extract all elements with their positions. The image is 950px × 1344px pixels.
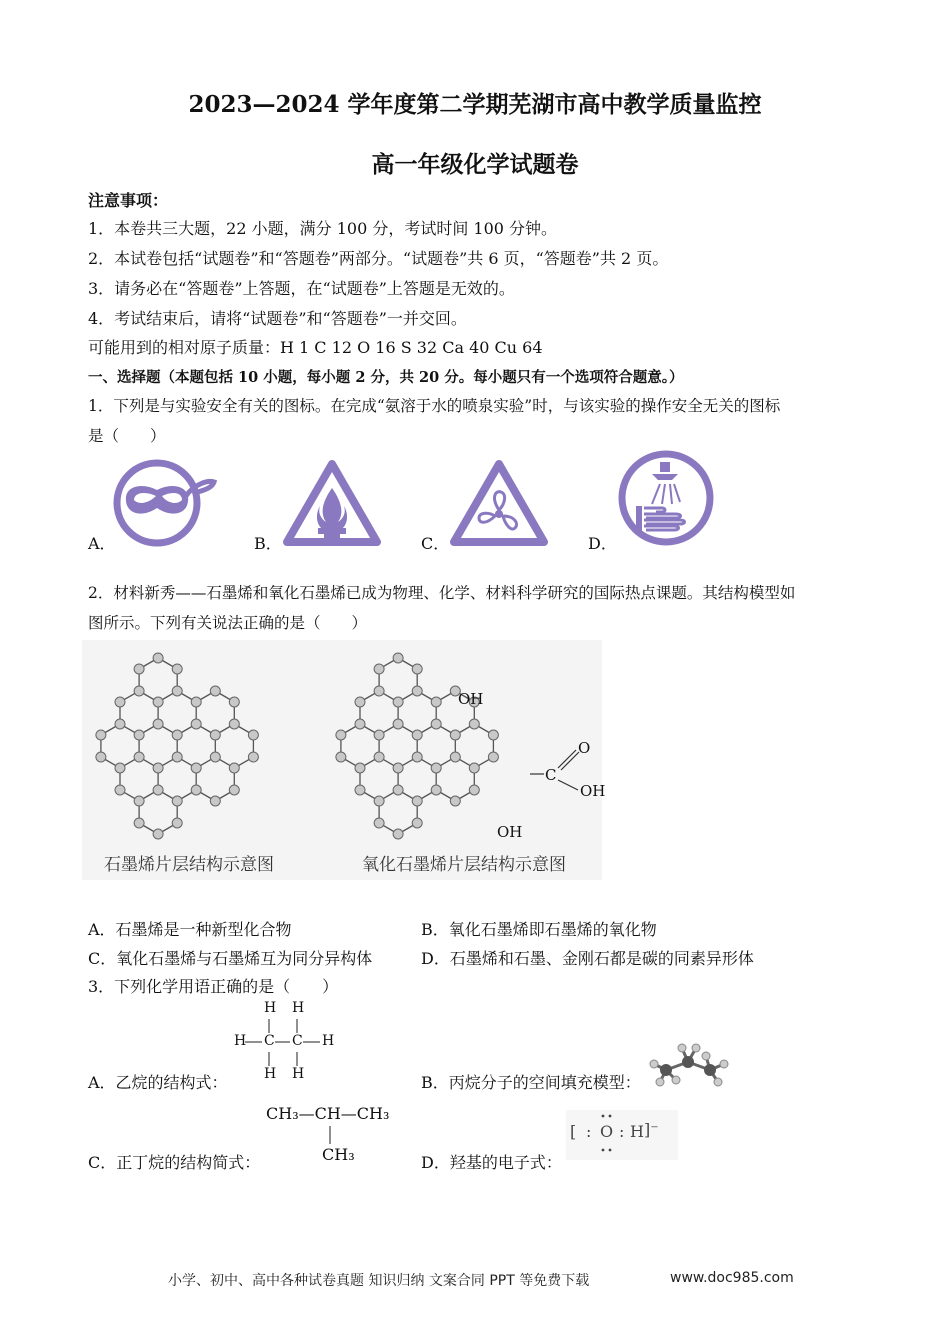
carbonyl-o: O xyxy=(578,739,591,757)
q3-option-a: A．乙烷的结构式： xyxy=(88,1073,228,1092)
atom-o: O xyxy=(600,1122,614,1141)
carbon-atom xyxy=(191,697,201,707)
atom-c: C xyxy=(292,1033,303,1049)
oh-group-right: OH xyxy=(580,782,606,800)
q2-option-d: D．石墨烯和石墨、金刚石都是碳的同素异形体 xyxy=(421,949,754,968)
carbon-atom xyxy=(450,796,460,806)
carbon-atom xyxy=(229,697,239,707)
carbon-atom xyxy=(431,763,441,773)
carbon-atom xyxy=(153,785,163,795)
carboxyl-c: C xyxy=(545,766,557,784)
electron-pair: : xyxy=(586,1122,592,1141)
carbon-atom xyxy=(393,785,403,795)
carbon-atom xyxy=(450,752,460,762)
q3-option-c: C．正丁烷的结构简式： xyxy=(88,1153,261,1172)
carbon-atom xyxy=(412,686,422,696)
carbon-atom xyxy=(229,785,239,795)
fan-warning-icon xyxy=(449,458,549,548)
carbon-atom xyxy=(469,763,479,773)
carbon-atom xyxy=(374,752,384,762)
carbon-atom xyxy=(172,686,182,696)
carbon-atom xyxy=(393,763,403,773)
carbon-atom xyxy=(134,730,144,740)
caption-graphene-oxide: 氧化石墨烯片层结构示意图 xyxy=(362,855,566,875)
atom-c: C xyxy=(264,1033,275,1049)
question-2-stem: 2．材料新秀——石墨烯和氧化石墨烯已成为物理、化学、材料科学研究的国际热点课题。其结构模型如 xyxy=(88,584,796,602)
carbon-atom xyxy=(115,763,125,773)
butane-formula-bottom: CH₃ xyxy=(322,1145,355,1164)
atom-h: H xyxy=(234,1033,247,1049)
option-c-label: C． xyxy=(421,534,450,553)
carbon-atom xyxy=(134,686,144,696)
carbon-atom xyxy=(210,730,220,740)
carbon-atom xyxy=(374,686,384,696)
atom-h: H xyxy=(292,1066,305,1082)
exam-title: 2023—2024 学年度第二学期芜湖市高中教学质量监控 xyxy=(188,91,762,118)
carbon-atom xyxy=(172,664,182,674)
q3-option-d: D．羟基的电子式： xyxy=(421,1153,562,1172)
graphene-lattice xyxy=(82,640,312,850)
carbon-atom xyxy=(172,752,182,762)
q3-option-b: B．丙烷分子的空间填充模型： xyxy=(421,1073,641,1092)
note-item: 1．本卷共三大题，22 小题，满分 100 分，考试时间 100 分钟。 xyxy=(88,219,558,238)
carbon-atom xyxy=(355,697,365,707)
carbon-atom xyxy=(115,719,125,729)
carbon-atom xyxy=(393,653,403,663)
atom-h: H xyxy=(264,1000,277,1016)
carbon-atom xyxy=(153,653,163,663)
carbon-atom xyxy=(374,818,384,828)
carbon-atom xyxy=(115,785,125,795)
atom-h: H xyxy=(630,1122,644,1141)
carbon-atom xyxy=(393,829,403,839)
exam-subtitle: 高一年级化学试题卷 xyxy=(371,151,579,178)
note-item: 4．考试结束后，请将“试题卷”和“答题卷”一并交回。 xyxy=(88,309,467,328)
carbon-atom xyxy=(431,697,441,707)
carbon-atom xyxy=(134,664,144,674)
hand-wash-icon xyxy=(616,450,718,548)
question-3-stem: 3．下列化学用语正确的是（ ） xyxy=(88,977,339,996)
carbon-atom xyxy=(134,796,144,806)
carbon-atom xyxy=(229,719,239,729)
atomic-mass-line: 可能用到的相对原子质量：H 1 C 12 O 16 S 32 Ca 40 Cu 64 xyxy=(88,338,543,357)
carbon-atom xyxy=(248,752,258,762)
notes-heading: 注意事项： xyxy=(88,191,169,210)
carbon-atom xyxy=(153,697,163,707)
carbon-atom xyxy=(191,719,201,729)
question-1-stem: 1．下列是与实验安全有关的图标。在完成“氨溶于水的喷泉实验”时，与该实验的操作安全无关的图标 xyxy=(88,397,781,415)
carbon-atom xyxy=(153,829,163,839)
bracket-right: ]⁻ xyxy=(644,1120,659,1139)
ethane-structural-formula xyxy=(230,1000,340,1086)
carbon-atom xyxy=(450,730,460,740)
butane-branch-bond xyxy=(328,1126,334,1146)
atom-h: H xyxy=(322,1033,335,1049)
flame-warning-icon xyxy=(282,458,382,548)
carbon-atom xyxy=(393,697,403,707)
electron-pair: : xyxy=(619,1122,625,1141)
carbon-atom xyxy=(115,697,125,707)
graphene-oxide-lattice xyxy=(322,640,552,850)
carbon-atom xyxy=(210,752,220,762)
carbon-atom xyxy=(412,752,422,762)
carbon-atom xyxy=(355,763,365,773)
section-heading: 一、选择题（本题包括 10 小题，每小题 2 分，共 20 分。每小题只有一个选项符合题意。） xyxy=(88,369,684,386)
carbon-atom xyxy=(488,752,498,762)
carbon-atom xyxy=(248,730,258,740)
carbon-atom xyxy=(172,796,182,806)
carbon-atom xyxy=(336,730,346,740)
carbon-atom xyxy=(412,664,422,674)
carbon-atom xyxy=(374,730,384,740)
carbon-atom xyxy=(96,752,106,762)
atom-h: H xyxy=(264,1066,277,1082)
carbon-atom xyxy=(469,785,479,795)
option-a-label: A． xyxy=(88,534,116,553)
carbon-atom xyxy=(191,785,201,795)
carbon-atom xyxy=(431,785,441,795)
carbon-atom xyxy=(393,719,403,729)
carbon-atom xyxy=(374,796,384,806)
carbon-atom xyxy=(488,730,498,740)
carbon-atom xyxy=(412,818,422,828)
carbon-atom xyxy=(412,730,422,740)
bracket-left: [ xyxy=(570,1122,577,1141)
footer-site: www.doc985.com xyxy=(670,1270,794,1286)
oh-group-top: OH xyxy=(458,690,484,708)
q2-option-c: C．氧化石墨烯与石墨烯互为同分异构体 xyxy=(88,949,373,968)
carbon-atom xyxy=(431,719,441,729)
carbon-atom xyxy=(172,730,182,740)
atom-h: H xyxy=(292,1000,305,1016)
q2-option-a: A．石墨烯是一种新型化合物 xyxy=(88,920,292,939)
option-b-label: B． xyxy=(254,534,282,553)
carbon-atom xyxy=(134,752,144,762)
carbon-atom xyxy=(469,719,479,729)
carbon-atom xyxy=(153,719,163,729)
carbon-atom xyxy=(172,818,182,828)
q2-option-b: B．氧化石墨烯即石墨烯的氧化物 xyxy=(421,920,657,939)
question-2-stem-cont: 图所示。下列有关说法正确的是（ ） xyxy=(88,614,368,632)
option-d-label: D． xyxy=(588,534,617,553)
oh-group-bottom: OH xyxy=(497,823,523,841)
carboxyl-bonds xyxy=(530,740,590,800)
goggles-icon xyxy=(112,458,218,548)
question-1-stem-cont: 是（ ） xyxy=(88,427,166,445)
butane-formula-top: CH₃—CH—CH₃ xyxy=(266,1104,390,1123)
carbon-atom xyxy=(134,818,144,828)
note-item: 3．请务必在“答题卷”上答题，在“试题卷”上答题是无效的。 xyxy=(88,279,515,298)
carbon-atom xyxy=(355,719,365,729)
carbon-atom xyxy=(374,664,384,674)
propane-model-image xyxy=(646,1040,732,1086)
carbon-atom xyxy=(229,763,239,773)
carbon-atom xyxy=(96,730,106,740)
carbon-atom xyxy=(355,785,365,795)
carbon-atom xyxy=(336,752,346,762)
carbon-atom xyxy=(153,763,163,773)
carbon-atom xyxy=(412,796,422,806)
footer-text: 小学、初中、高中各种试卷真题 知识归纳 文案合同 PPT 等免费下载 xyxy=(168,1273,590,1289)
carbon-atom xyxy=(191,763,201,773)
carbon-atom xyxy=(210,796,220,806)
hydroxyl-electron-formula xyxy=(566,1110,678,1160)
carbon-atom xyxy=(210,686,220,696)
note-item: 2．本试卷包括“试题卷”和“答题卷”两部分。“试题卷”共 6 页，“答题卷”共 2 页。 xyxy=(88,249,669,268)
caption-graphene: 石墨烯片层结构示意图 xyxy=(104,855,274,875)
